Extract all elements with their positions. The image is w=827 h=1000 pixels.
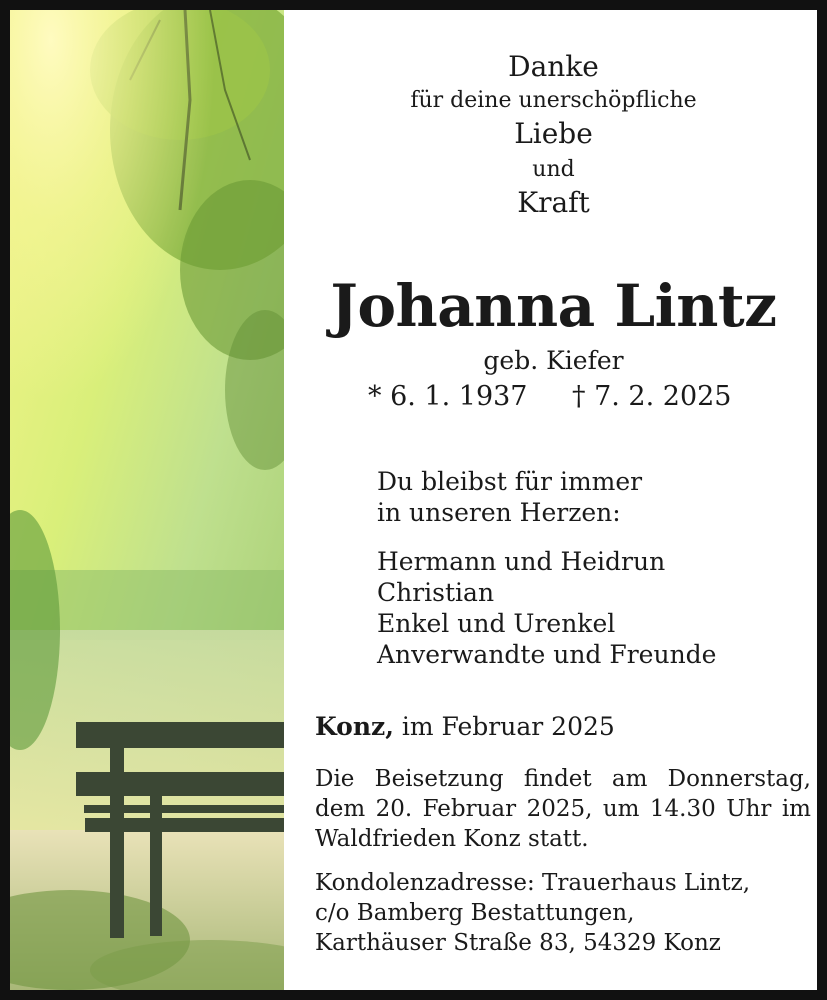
place-and-date — [315, 712, 615, 741]
dedication-line: Du bleibst für immer — [377, 467, 643, 496]
condolence-line: c/o Bamberg Bestattungen, — [315, 900, 635, 926]
condolence-address — [315, 868, 811, 958]
funeral-notice — [315, 764, 811, 854]
maiden-name: geb. Kiefer — [483, 346, 624, 375]
heading-line-danke: Danke — [508, 50, 599, 83]
funeral-line: dem 20. Februar 2025, um 14.30 Uhr im — [315, 796, 811, 822]
heading-line-subtitle: für deine unerschöpfliche — [410, 88, 697, 113]
mourner-line: Hermann und Heidrun — [377, 547, 666, 576]
mourner-line: Anverwandte und Freunde — [377, 640, 717, 669]
bench-by-lake-photo — [10, 10, 284, 990]
mourners-list — [377, 546, 716, 670]
heading-line-und: und — [532, 157, 575, 182]
heading-line-kraft: Kraft — [517, 186, 590, 219]
condolence-line: Karthäuser Straße 83, 54329 Konz — [315, 930, 721, 956]
heading-line-liebe: Liebe — [514, 117, 593, 150]
date: im Februar 2025 — [393, 712, 615, 741]
funeral-line: Die Beisetzung findet am Donnerstag, — [315, 766, 811, 792]
death-date: † 7. 2. 2025 — [572, 381, 732, 412]
birth-date: * 6. 1. 1937 — [368, 381, 528, 412]
place: Konz, — [315, 712, 394, 741]
dedication-line: in unseren Herzen: — [377, 498, 621, 527]
mourner-line: Enkel und Urenkel — [377, 609, 616, 638]
deceased-name: Johanna Lintz — [330, 272, 777, 340]
mourner-line: Christian — [377, 578, 495, 607]
funeral-line: Waldfrieden Konz statt. — [315, 826, 589, 852]
dedication — [377, 466, 642, 528]
condolence-line: Kondolenzadresse: Trauerhaus Lintz, — [315, 870, 751, 896]
